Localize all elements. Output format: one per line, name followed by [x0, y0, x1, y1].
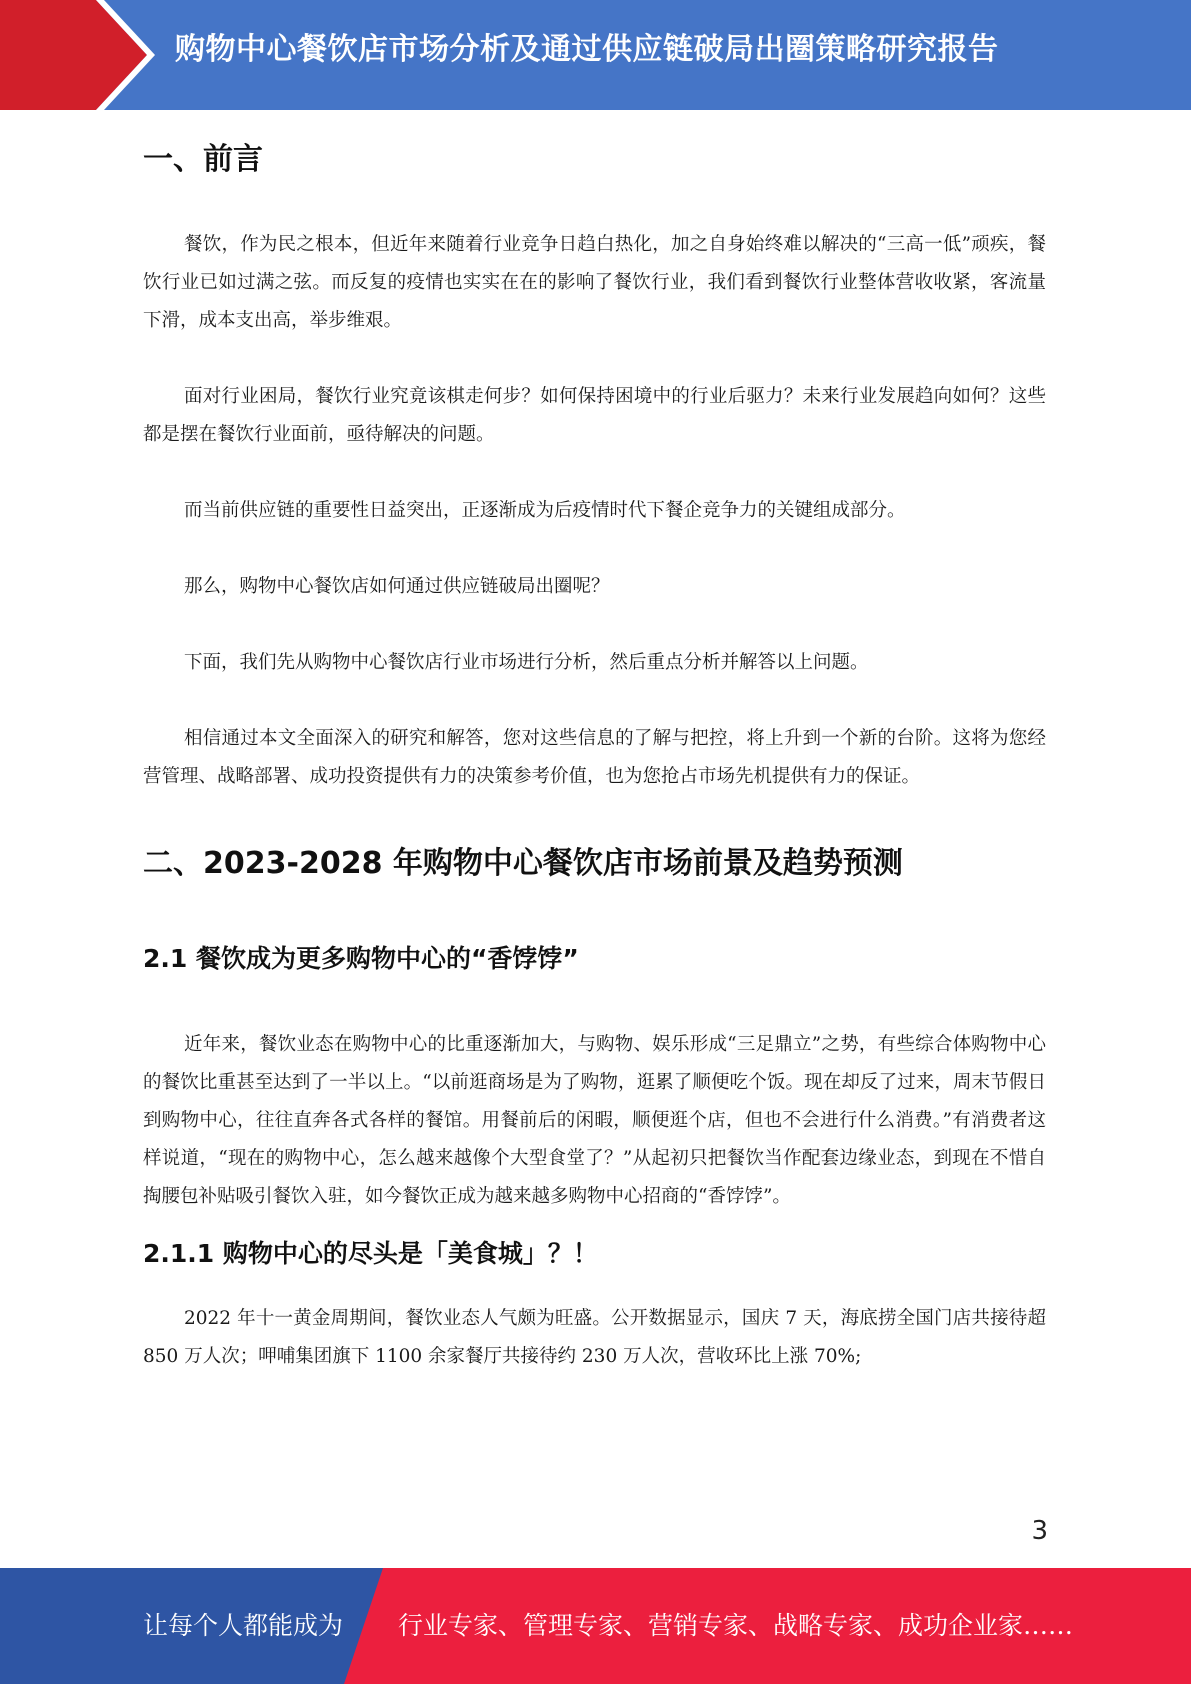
paragraph: 而当前供应链的重要性日益突出，正逐渐成为后疫情时代下餐企竞争力的关键组成部分。 [184, 500, 906, 521]
subsection-heading: 2.1.1 购物中心的尽头是「美食城」？！ [143, 1239, 598, 1268]
paragraph: 2022 年十一黄金周期间，餐饮业态人气颇为旺盛。公开数据显示，国庆 7 天，海底捞全国门店共接待超 850 万人次；呷哺集团旗下 1100 余家餐厅共接待约 230 万人次，营收环比上涨 70%; [143, 1308, 1046, 1367]
page-number: 3 [1031, 1516, 1048, 1546]
subsection-heading: 2.1 餐饮成为更多购物中心的“香饽饽” [143, 944, 579, 973]
footer-slogan-right: 行业专家、管理专家、营销专家、战略专家、成功企业家…… [398, 1611, 1074, 1640]
section-heading-forecast: 二、2023-2028 年购物中心餐饮店市场前景及趋势预测 [143, 846, 903, 881]
header-chevron-icon [0, 0, 200, 110]
paragraph: 下面，我们先从购物中心餐饮店行业市场进行分析，然后重点分析并解答以上问题。 [184, 652, 869, 673]
section-heading-preface: 一、前言 [143, 142, 263, 177]
footer-slogan-left: 让每个人都能成为 [143, 1611, 344, 1640]
page-footer [0, 1568, 1191, 1684]
paragraph: 相信通过本文全面深入的研究和解答，您对这些信息的了解与把控，将上升到一个新的台阶。这将为您经营管理、战略部署、成功投资提供有力的决策参考价值，也为您抢占市场先机提供有力的保证。 [143, 728, 1046, 787]
paragraph: 面对行业困局，餐饮行业究竟该棋走何步？如何保持困境中的行业后驱力？未来行业发展趋向如何？这些都是摆在餐饮行业面前，亟待解决的问题。 [143, 386, 1046, 445]
page-header [0, 0, 1191, 110]
report-title: 购物中心餐饮店市场分析及通过供应链破局出圈策略研究报告 [175, 32, 999, 67]
paragraph: 那么，购物中心餐饮店如何通过供应链破局出圈呢？ [184, 576, 610, 597]
document-body [143, 128, 1046, 1376]
paragraph: 近年来，餐饮业态在购物中心的比重逐渐加大，与购物、娱乐形成“三足鼎立”之势，有些综合体购物中心的餐饮比重甚至达到了一半以上。“以前逛商场是为了购物，逛累了顺便吃个饭。现在却反了过来，周末节假日到购物中心，往往直奔各式各样的餐馆。用餐前后的闲暇，顺便逛个店，但也不会进行什么消费。”有消费者这样说道，“现在的购物中心，怎么越来越像个大型食堂了？”从起初只把餐饮当作配套边缘业态，到现在不惜自掏腰包补贴吸引餐饮入驻，如今餐饮正成为越来越多购物中心招商的“香饽饽”。 [143, 1034, 1046, 1207]
paragraph: 餐饮，作为民之根本，但近年来随着行业竞争日趋白热化，加之自身始终难以解决的“三高一低”顽疾，餐饮行业已如过满之弦。而反复的疫情也实实在在的影响了餐饮行业，我们看到餐饮行业整体营收收紧，客流量下滑，成本支出高，举步维艰。 [143, 234, 1046, 331]
